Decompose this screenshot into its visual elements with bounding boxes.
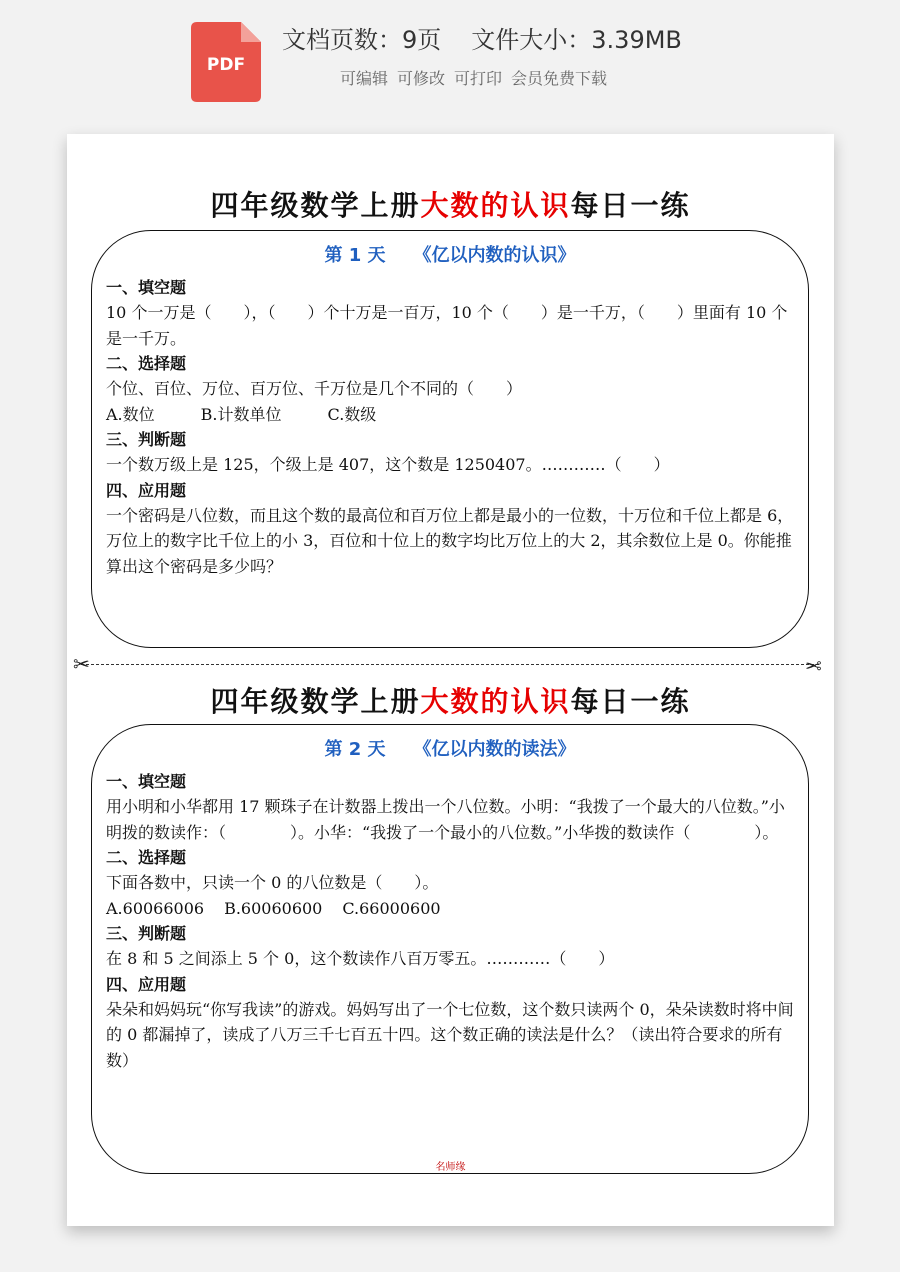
questions-day1 <box>106 275 796 579</box>
title-part: 每日一练 <box>570 685 691 718</box>
section-heading-application: 四、应用题 <box>106 480 187 500</box>
pdf-icon-label: PDF <box>206 55 246 75</box>
section-heading-judge: 三、判断题 <box>106 430 187 449</box>
feature-printable: 可打印 <box>454 69 503 88</box>
topic-label: 《亿以内数的读法》 <box>413 739 576 760</box>
title-part: 每日一练 <box>570 189 691 222</box>
watermark-text: 名师缘 <box>435 1162 466 1173</box>
option-b: B.60060600 <box>224 898 323 918</box>
option-a: A.60066006 <box>106 898 205 918</box>
questions-day2 <box>106 769 796 1073</box>
title-highlight: 大数的认识 <box>420 685 571 718</box>
exercise-box-day1 <box>91 230 809 648</box>
title-part: 四年级数学上册 <box>210 189 421 222</box>
question-choice: 下面各数中，只读一个 0 的八位数是（ ）。 <box>106 873 439 892</box>
document-page <box>67 134 834 1226</box>
choice-options <box>106 402 796 428</box>
day-label: 第 1 天 <box>324 245 386 266</box>
option-b: B.计数单位 <box>200 404 282 424</box>
question-choice: 个位、百位、万位、百万位、千万位是几个不同的（ ） <box>106 379 523 398</box>
document-meta <box>282 20 682 55</box>
option-c: C.66000600 <box>342 898 441 918</box>
day-label: 第 2 天 <box>324 739 386 760</box>
question-application: 朵朵和妈妈玩“你写我读”的游戏。妈妈写出了一个七位数，这个数只读两个 0，朵朵读数时将中间的 0 都漏掉了，读成了八万三千七百五十四。这个数正确的读法是什么？（读出符合要求的所有数） <box>106 999 794 1070</box>
option-c: C.数级 <box>327 404 377 424</box>
feature-free-download: 会员免费下载 <box>511 69 608 88</box>
section-heading-choice: 二、选择题 <box>106 354 187 373</box>
feature-editable: 可编辑 <box>340 69 389 88</box>
pdf-file-icon <box>191 22 261 102</box>
file-size: 文件大小：3.39MB <box>471 26 682 54</box>
section-heading-application: 四、应用题 <box>106 974 187 994</box>
title-highlight: 大数的认识 <box>420 189 571 222</box>
scissors-icon: ✂ <box>805 654 822 678</box>
question-fill-blank: 10 个一万是（ ），（ ）个十万是一百万，10 个（ ）是一千万，（ ）里面有 10 个是一千万。 <box>106 303 788 348</box>
section-heading-judge: 三、判断题 <box>106 924 187 943</box>
day-header-1 <box>92 241 808 267</box>
section-heading-fill: 一、填空题 <box>106 772 187 791</box>
question-application: 一个密码是八位数，而且这个数的最高位和百万位上都是最小的一位数，十万位和千位上都是 6，万位上的数字比千位上的小 3，百位和十位上的数字均比万位上的大 2，其余数位上是 0。你能推算出这个密码是多少吗？ <box>106 505 794 576</box>
question-fill-blank: 用小明和小华都用 17 颗珠子在计数器上拨出一个八位数。小明：“我拨了一个最大的八位数。”小明拨的数读作：（ ）。小华：“我拨了一个最小的八位数。”小华拨的数读作（ ）。 <box>106 797 785 842</box>
day-header-2 <box>92 735 808 761</box>
question-judge: 在 8 和 5 之间添上 5 个 0，这个数读作八百万零五。…………（ ） <box>106 949 615 968</box>
feature-list <box>340 66 607 89</box>
topic-label: 《亿以内数的认识》 <box>413 245 576 266</box>
title-part: 四年级数学上册 <box>210 685 421 718</box>
section-heading-fill: 一、填空题 <box>106 278 187 297</box>
choice-options <box>106 896 796 922</box>
scissors-icon: ✂ <box>73 652 90 676</box>
worksheet-title-1 <box>67 184 834 224</box>
question-judge: 一个数万级上是 125，个级上是 407，这个数是 1250407。…………（ ） <box>106 455 670 474</box>
cut-line <box>81 664 819 665</box>
feature-modifiable: 可修改 <box>397 69 446 88</box>
exercise-box-day2 <box>91 724 809 1174</box>
worksheet-title-2 <box>67 680 834 720</box>
page-count: 文档页数：9页 <box>282 26 442 54</box>
section-heading-choice: 二、选择题 <box>106 848 187 867</box>
option-a: A.数位 <box>106 404 155 424</box>
